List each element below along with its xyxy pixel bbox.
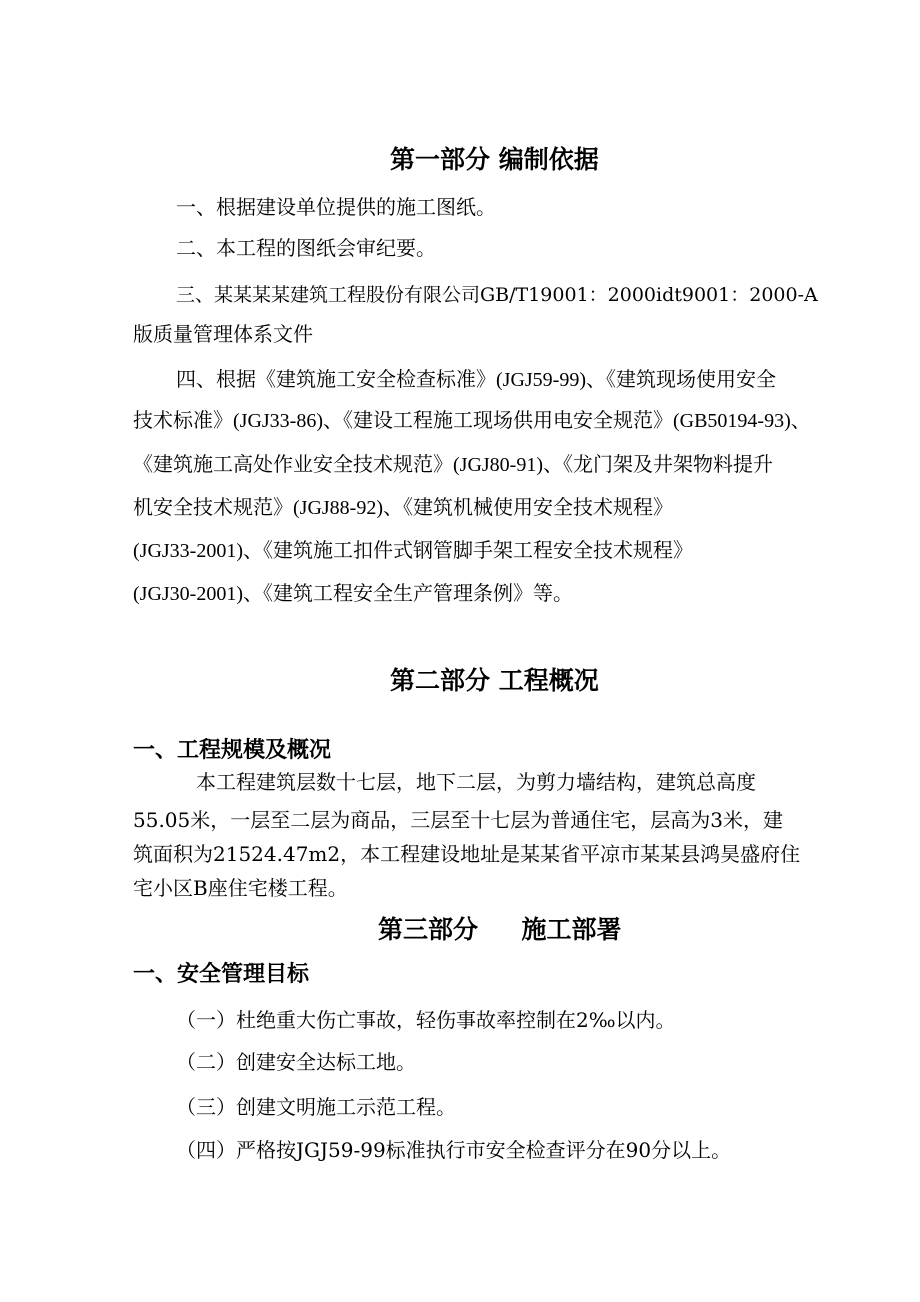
part2-para-line3: 筑面积为21524.47m2，本工程建设地址是某某省平凉市某某县鸿昊盛府住 (133, 842, 801, 866)
part2-para-line4: 宅小区B座住宅楼工程。 (133, 876, 348, 900)
part1-item4-line2: 技术标准》(JGJ33-86)、《建设工程施工现场供用电安全规范》(GB50194-93)、 (133, 410, 811, 432)
part1-item3-line2: 版质量管理体系文件 (133, 322, 313, 346)
part3-goal1: （一）杜绝重大伤亡事故，轻伤事故率控制在2‰以内。 (176, 1008, 676, 1032)
part3-goal2: （二）创建安全达标工地。 (176, 1050, 416, 1074)
part3-goal4: （四）严格按JGJ59-99标准执行市安全检查评分在90分以上。 (176, 1138, 732, 1162)
part3-goal3: （三）创建文明施工示范工程。 (176, 1095, 456, 1119)
part1-title: 第一部分 编制依据 (390, 145, 599, 174)
part1-item4-line4: 机安全技术规范》(JGJ88-92)、《建筑机械使用安全技术规程》 (133, 497, 673, 519)
part1-item4-line6: (JGJ30-2001)、《建筑工程安全生产管理条例》等。 (133, 583, 573, 605)
part3-title: 第三部分 施工部署 (378, 915, 622, 944)
part2-para-line2: 55.05米，一层至二层为商品，三层至十七层为普通住宅，层高为3米，建 (133, 808, 783, 832)
part2-para-line1: 本工程建筑层数十七层，地下二层，为剪力墙结构，建筑总高度 (196, 770, 756, 794)
part3-section1-heading: 一、安全管理目标 (133, 962, 310, 987)
part2-title: 第二部分 工程概况 (390, 666, 599, 695)
part1-item1: 一、根据建设单位提供的施工图纸。 (176, 195, 496, 219)
part2-section1-heading: 一、工程规模及概况 (133, 738, 332, 763)
part1-item2: 二、本工程的图纸会审纪要。 (176, 236, 436, 260)
part1-item4-line3: 《建筑施工高处作业安全技术规范》(JGJ80-91)、《龙门架及井架物料提升 (133, 454, 773, 476)
part1-item4-line1: 四、根据《建筑施工安全检查标准》(JGJ59-99)、《建筑现场使用安全 (176, 369, 776, 391)
part1-item3-line1: 三、某某某某建筑工程股份有限公司GB/T19001：2000idt9001：2000-A (176, 284, 818, 306)
part1-item4-line5: (JGJ33-2001)、《建筑施工扣件式钢管脚手架工程安全技术规程》 (133, 540, 693, 562)
